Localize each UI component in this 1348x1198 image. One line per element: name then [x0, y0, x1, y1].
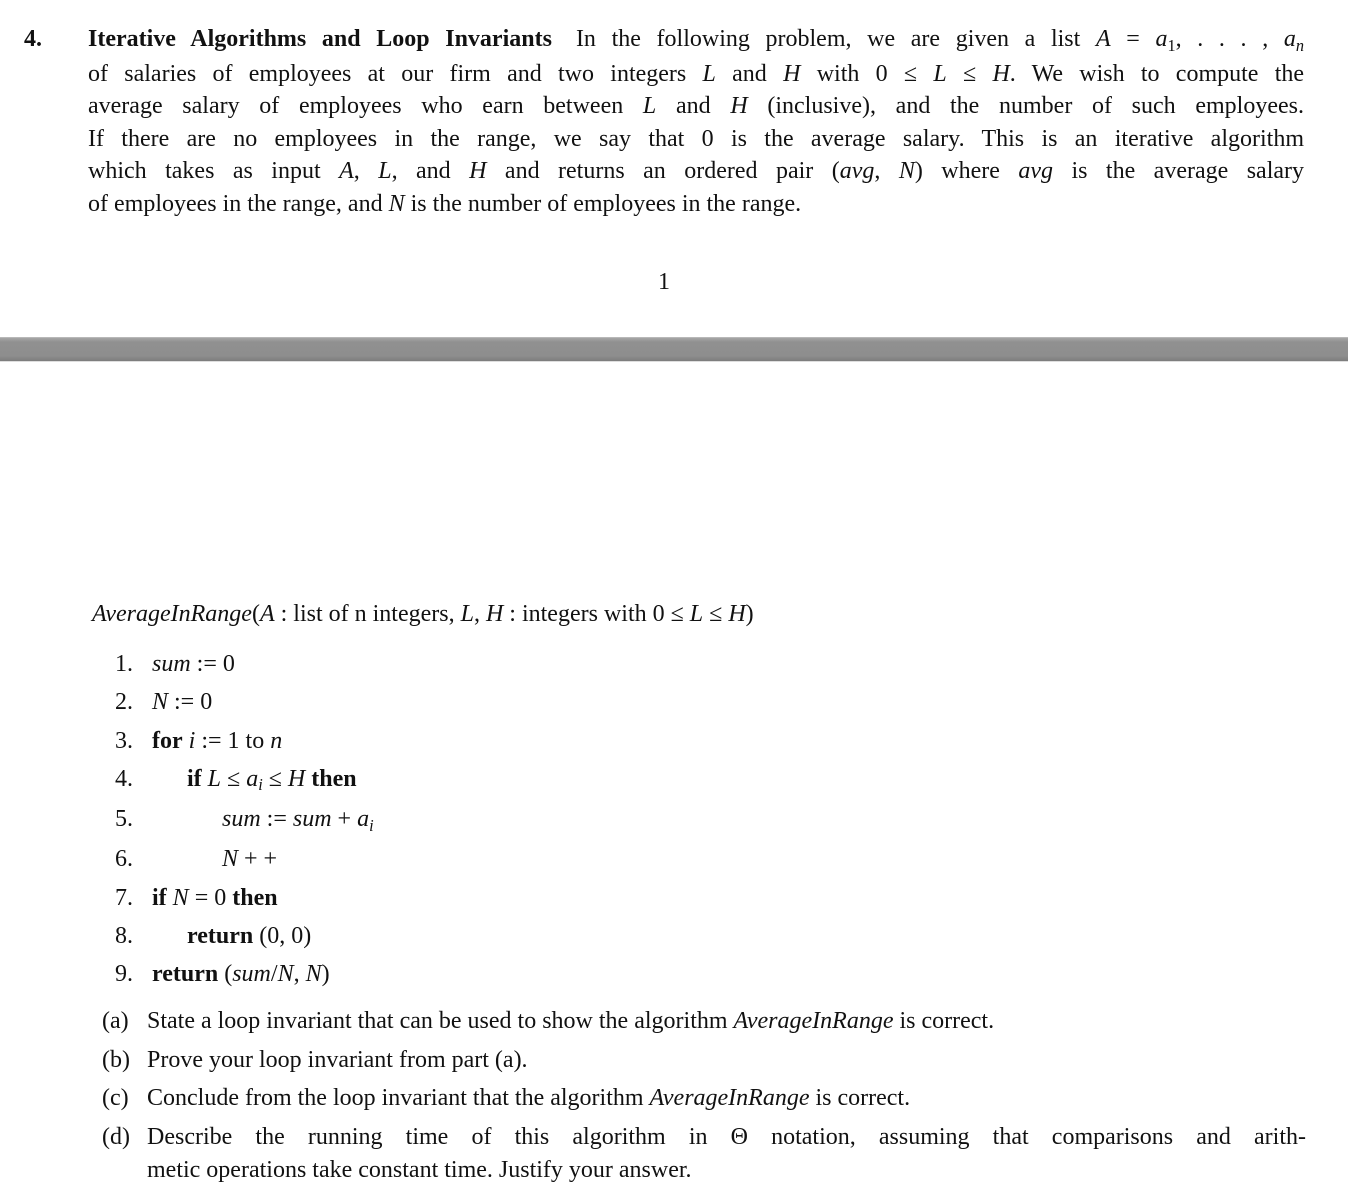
problem-4: [24, 23, 1304, 220]
part-label: (b): [102, 1046, 130, 1073]
part-text-line: Describe the running time of this algorithm in Θ notation, assuming that comparisons and arith-: [147, 1123, 1306, 1150]
part-label: (a): [102, 1008, 129, 1034]
statement: N + +: [222, 846, 278, 873]
question-parts: [102, 1005, 1306, 1192]
statement: return (0, 0): [187, 923, 312, 950]
line-number: 1.: [115, 651, 133, 677]
line-number: 4.: [115, 765, 133, 792]
statement: sum := 0: [152, 651, 235, 677]
line-number: 3.: [115, 727, 133, 754]
paragraph-line: which takes as input A, L, and H and returns an ordered pair (avg, N) where avg is the average salary: [88, 158, 1305, 184]
paragraph-line: If there are no employees in the range, we say that 0 is the average salary. This is an iterative algorithm: [88, 125, 1304, 152]
part-text-line: metic operations take constant time. Justify your answer.: [147, 1156, 692, 1183]
page-2: [0, 362, 1348, 1198]
pseudocode-line: [115, 683, 374, 721]
pseudocode-line: [115, 760, 374, 800]
part-c: [102, 1082, 1306, 1115]
statement: if $L \le a_i \le H$ then: [187, 765, 357, 795]
line-number: 2.: [115, 689, 133, 716]
part-label: (d): [102, 1123, 130, 1150]
page-separator: [0, 337, 1348, 362]
algorithm-signature: AverageInRange(A : list of n integers, L, H : integers with 0 ≤ L ≤ H): [92, 601, 754, 627]
paragraph-line: average salary of employees who earn between L and H (inclusive), and the number of such employees.: [88, 93, 1304, 119]
part-d: [102, 1121, 1306, 1187]
pseudocode-line: [115, 917, 374, 955]
problem-statement: [88, 23, 1304, 220]
page-number: 1: [658, 269, 670, 295]
paragraph-line: of employees in the range, and N is the number of employees in the range.: [88, 190, 802, 217]
statement: return (sum/N, N): [152, 961, 330, 988]
part-text-line: Prove your loop invariant from part (a).: [147, 1046, 528, 1073]
statement: sum := sum + $a_i$: [222, 806, 374, 835]
paragraph-line: of salaries of employees at our firm and two integers L and H with 0 ≤ L ≤ H. We wish to compute the: [88, 60, 1305, 87]
part-a: [102, 1005, 1306, 1038]
line-number: 8.: [115, 923, 133, 950]
statement: if N = 0 then: [152, 884, 278, 911]
pseudocode-line: [115, 645, 374, 683]
line-number: 9.: [115, 961, 133, 988]
statement: for i := 1 to n: [152, 727, 283, 754]
part-text-line: Conclude from the loop invariant that the algorithm AverageInRange is correct.: [147, 1085, 911, 1111]
part-text-line: State a loop invariant that can be used to show the algorithm AverageInRange is correct.: [147, 1008, 995, 1034]
pseudocode-line: [115, 955, 374, 993]
line-number: 6.: [115, 846, 133, 873]
line-number: 7.: [115, 884, 133, 911]
page-1: [0, 0, 1348, 337]
part-b: [102, 1044, 1306, 1077]
pseudocode-line: [115, 879, 374, 917]
paragraph-line: Iterative Algorithms and Loop Invariants In the following problem, we are given a list $A = a_1$, . . . , $a_n$: [88, 26, 1305, 55]
part-label: (c): [102, 1085, 129, 1111]
pseudocode-line: [115, 840, 374, 878]
line-number: 5.: [115, 806, 133, 833]
problem-number: 4.: [24, 26, 42, 52]
pseudocode-line: [115, 800, 374, 840]
page-separator-bar: [0, 337, 1348, 361]
pseudocode-block: [115, 645, 374, 994]
statement: N := 0: [152, 689, 213, 716]
pseudocode-line: [115, 722, 374, 760]
